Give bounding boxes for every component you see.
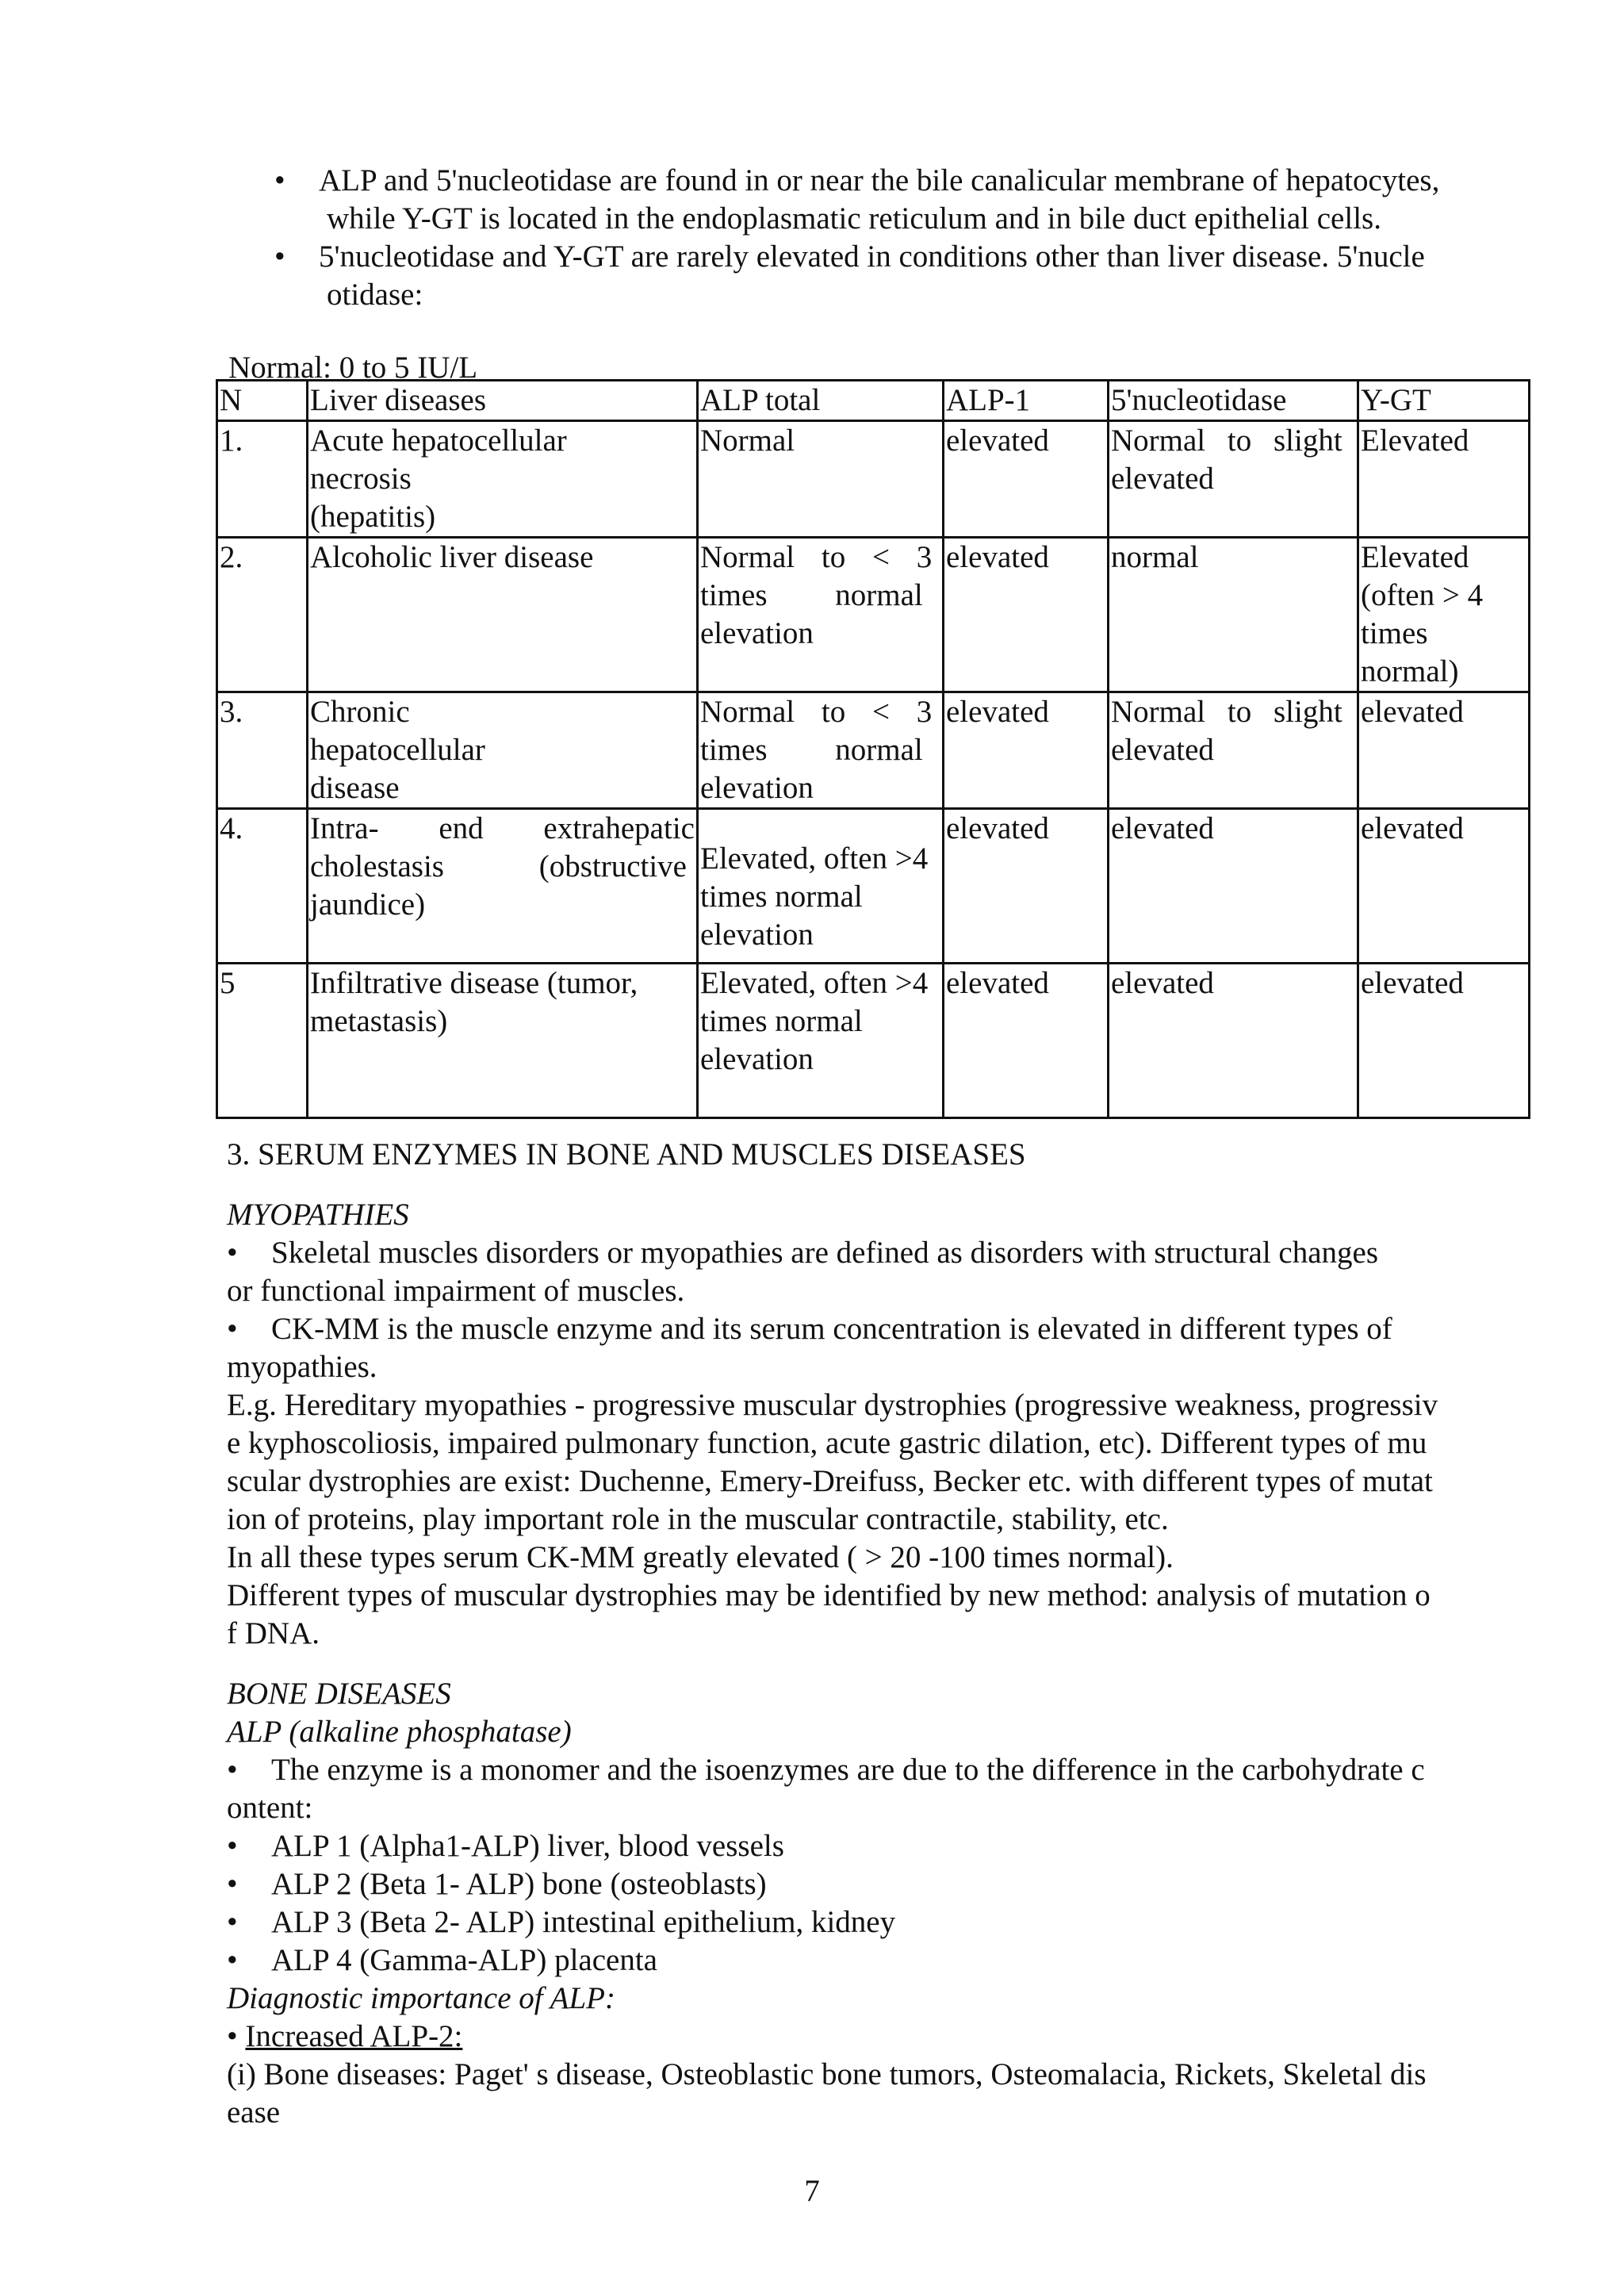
- normal-range: Normal: 0 to 5 IU/L: [228, 351, 478, 385]
- header-cell: 5'nucleotidase: [1109, 381, 1358, 421]
- ygt-cell: elevated: [1358, 964, 1530, 1118]
- row-number: 3.: [217, 692, 308, 809]
- table-row: [217, 692, 1530, 809]
- ygt-cell: elevated: [1358, 809, 1530, 964]
- header-cell: Y-GT: [1358, 381, 1530, 421]
- disease-cell: Alcoholic liver disease: [308, 538, 698, 692]
- myopathy-bullet-1-cont: or functional impairment of muscles.: [227, 1274, 685, 1308]
- table-header-row: [217, 381, 1530, 421]
- monomer-bullet-cont: ontent:: [227, 1791, 313, 1825]
- header-cell: ALP-1: [944, 381, 1109, 421]
- alp-total-cell: Normal to < 3 times normal elevation: [698, 692, 944, 809]
- alp1-cell: elevated: [944, 421, 1109, 538]
- alp1-cell: elevated: [944, 809, 1109, 964]
- table-row: [217, 809, 1530, 964]
- ygt-cell: elevated: [1358, 692, 1530, 809]
- alp-isoenzyme-item: • ALP 2 (Beta 1- ALP) bone (osteoblasts): [227, 1867, 767, 1901]
- myopathies-title: MYOPATHIES: [227, 1198, 409, 1232]
- bone-diseases-title: BONE DISEASES: [227, 1677, 451, 1711]
- example-paragraph: ion of proteins, play important role in the muscular contractile, stability, etc.: [227, 1502, 1169, 1536]
- intro-bullet-2: • 5'nucleotidase and Y-GT are rarely elevated in conditions other than liver disease. 5'nucle: [274, 240, 1425, 274]
- ygt-cell: Elevated (often > 4 times normal): [1358, 538, 1530, 692]
- alp-isoenzyme-item: • ALP 1 (Alpha1-ALP) liver, blood vessels: [227, 1829, 784, 1863]
- intro-bullet-1: • ALP and 5'nucleotidase are found in or near the bile canalicular membrane of hepatocytes,: [274, 163, 1440, 197]
- page-number: 7: [804, 2174, 820, 2208]
- nucleotidase-cell: elevated: [1109, 809, 1358, 964]
- myopathy-bullet-2-cont: myopathies.: [227, 1350, 377, 1384]
- table-row: [217, 964, 1530, 1118]
- alp-isoenzyme-item: • ALP 3 (Beta 2- ALP) intestinal epithelium, kidney: [227, 1905, 896, 1939]
- alp1-cell: elevated: [944, 964, 1109, 1118]
- disease-cell: Intra- end extrahepatic cholestasis (obstructive jaundice): [308, 809, 698, 964]
- dna-line: Different types of muscular dystrophies may be identified by new method: analysis of mutation o: [227, 1578, 1431, 1612]
- bone-diseases-line: (i) Bone diseases: Paget' s disease, Osteoblastic bone tumors, Osteomalacia, Rickets, Skeletal dis: [227, 2057, 1427, 2091]
- dna-line-cont: f DNA.: [227, 1616, 320, 1650]
- nucleotidase-cell: normal: [1109, 538, 1358, 692]
- header-cell: Liver diseases: [308, 381, 698, 421]
- example-paragraph: E.g. Hereditary myopathies - progressive muscular dystrophies (progressive weakness, progressiv: [227, 1388, 1438, 1422]
- bone-diseases-line-cont: ease: [227, 2095, 281, 2129]
- row-number: 5: [217, 964, 308, 1118]
- monomer-bullet: • The enzyme is a monomer and the isoenzymes are due to the difference in the carbohydrate c: [227, 1753, 1425, 1787]
- intro-bullet-2-cont: otidase:: [327, 278, 423, 312]
- ck-mm-line: In all these types serum CK-MM greatly elevated ( > 20 -100 times normal).: [227, 1540, 1174, 1574]
- disease-cell: Acute hepatocellular necrosis (hepatitis): [308, 421, 698, 538]
- row-number: 2.: [217, 538, 308, 692]
- alp-total-cell: Elevated, often >4 times normal elevation: [698, 809, 944, 964]
- header-cell: N: [217, 381, 308, 421]
- disease-cell: Chronic hepatocellular disease: [308, 692, 698, 809]
- alp-title: ALP (alkaline phosphatase): [227, 1715, 572, 1749]
- intro-bullet-1-cont: while Y-GT is located in the endoplasmatic reticulum and in bile duct epithelial cells.: [327, 201, 1381, 236]
- table-row: [217, 421, 1530, 538]
- myopathy-bullet-2: • CK-MM is the muscle enzyme and its serum concentration is elevated in different types of: [227, 1312, 1392, 1346]
- table-row: [217, 538, 1530, 692]
- row-number: 1.: [217, 421, 308, 538]
- alp1-cell: elevated: [944, 692, 1109, 809]
- disease-cell: Infiltrative disease (tumor, metastasis): [308, 964, 698, 1118]
- alp1-cell: elevated: [944, 538, 1109, 692]
- row-number: 4.: [217, 809, 308, 964]
- nucleotidase-cell: Normal to slight elevated: [1109, 692, 1358, 809]
- alp-total-cell: Normal to < 3 times normal elevation: [698, 538, 944, 692]
- example-paragraph: scular dystrophies are exist: Duchenne, Emery-Dreifuss, Becker etc. with different types of mutat: [227, 1464, 1433, 1498]
- section-heading: 3. SERUM ENZYMES IN BONE AND MUSCLES DISEASES: [227, 1137, 1026, 1171]
- alp-isoenzyme-item: • ALP 4 (Gamma-ALP) placenta: [227, 1943, 657, 1977]
- myopathy-bullet-1: • Skeletal muscles disorders or myopathies are defined as disorders with structural changes: [227, 1236, 1379, 1270]
- nucleotidase-cell: Normal to slight elevated: [1109, 421, 1358, 538]
- example-paragraph: e kyphoscoliosis, impaired pulmonary function, acute gastric dilation, etc). Different types of mu: [227, 1426, 1427, 1460]
- increased-alp2: • Increased ALP-2:: [227, 2019, 463, 2053]
- liver-disease-table: [216, 379, 1530, 1119]
- alp-total-cell: Normal: [698, 421, 944, 538]
- diagnostic-title: Diagnostic importance of ALP:: [227, 1981, 615, 2015]
- ygt-cell: Elevated: [1358, 421, 1530, 538]
- alp-total-cell: Elevated, often >4 times normal elevation: [698, 964, 944, 1118]
- header-cell: ALP total: [698, 381, 944, 421]
- nucleotidase-cell: elevated: [1109, 964, 1358, 1118]
